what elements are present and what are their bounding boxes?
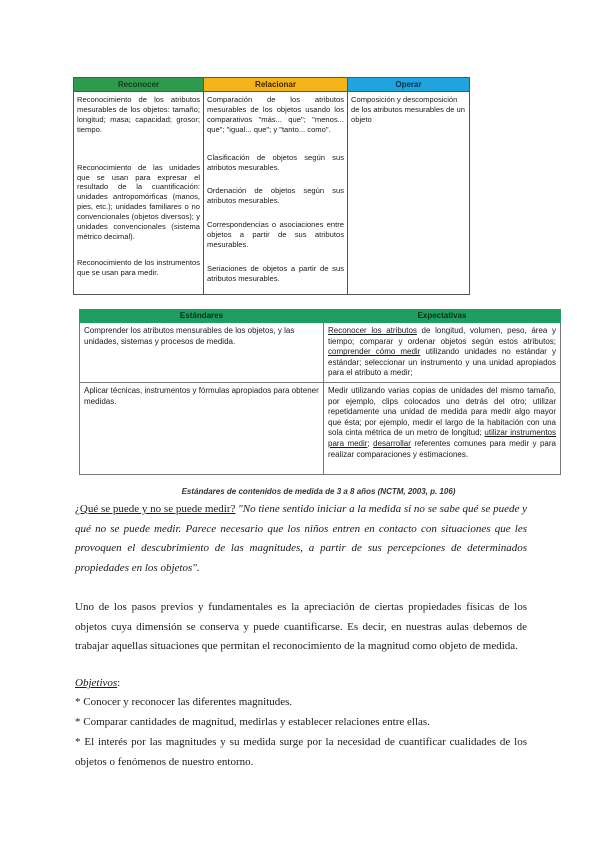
reconocer-item: Reconocimiento de los atributos mesurables de los objetos: tamaño; longitud; masa; capacidad; grosor; tiempo. <box>77 95 200 134</box>
expectation-text <box>324 382 561 474</box>
objectives-heading <box>75 674 527 694</box>
relacionar-item: Seriaciones de objetos a partir de sus atributos mesurables. <box>207 263 344 283</box>
objectives-colon: : <box>117 677 121 689</box>
relacionar-item: Ordenación de objetos según sus atributos mesurables. <box>207 186 344 206</box>
relacionar-item: Correspondencias o asociaciones entre objetos a partir de sus atributos mesurables. <box>207 220 344 250</box>
question-paragraph <box>75 500 527 578</box>
expectation-underline: comprender cómo medir <box>328 347 421 357</box>
relacionar-cell <box>204 92 348 295</box>
header-relacionar: Relacionar <box>204 78 348 92</box>
expectation-span: utilizando unidades no estándar y estándar; seleccionar un instrumento y una unidad apropiados para el atributo a medir; <box>328 347 557 378</box>
expectation-span: Medir utilizando varias copias de unidades del mismo tamaño, por ejemplo, clips colocados uno detrás del otro; utilizar repetidamente una unidad de medida para medir algo mayor que ésta; por ejemplo, medir el largo de la habitación con una sola cinta métrica de un metro de longitud; <box>328 385 556 438</box>
table-row <box>80 382 561 474</box>
expectation-underline: Reconocer los atributos <box>328 326 417 335</box>
table-caption: Estándares de contenidos de medida de 3 a 8 años (NCTM, 2003, p. 106) <box>181 487 456 496</box>
table-row <box>80 323 561 383</box>
header-reconocer: Reconocer <box>74 78 204 92</box>
standard-text: Comprender los atributos mensurables de los objetos, y las unidades, sistemas y procesos de medida. <box>80 323 324 383</box>
reconocer-item: Reconocimiento de las unidades que se usan para expresar el resultado de la cuantificación: unidades antropomórficas (manos, pies, etc.); unidades familiares o no convencionales (objetos diversos); y unidades convencionales (sistema métrico decimal). <box>77 162 200 241</box>
reconocer-item: Reconocimiento de los instrumentos que se usan para medir. <box>77 257 200 277</box>
operar-cell <box>348 92 470 295</box>
expectation-underline: desarrollar <box>373 438 411 448</box>
objective-item: * El interés por las magnitudes y su medida surge por la necesidad de cuantificar cualidades de los objetos o fenómenos de nuestro entorno. <box>75 736 527 768</box>
expectation-text <box>324 323 561 383</box>
header-operar: Operar <box>348 78 470 92</box>
reconocer-cell <box>74 92 204 295</box>
header-estandares: Estándares <box>80 310 324 323</box>
body-paragraph: Uno de los pasos previos y fundamentales es la apreciación de ciertas propiedades físicas de los objetos cuya dimensión se conserva y puede cuantificarse. Es decir, en nuestras aulas debemos de trabajar aquellas situaciones que permitan el reconocimiento de la magnitud como objeto de medida. <box>75 601 527 652</box>
standards-table <box>79 309 561 475</box>
objective-item: * Conocer y reconocer las diferentes magnitudes. <box>75 696 293 708</box>
header-expectativas: Expectativas <box>324 310 561 323</box>
expectation-span: referentes comunes para medir y para realizar comparaciones y estimaciones. <box>328 438 556 459</box>
expectation-span: ; <box>367 438 374 448</box>
standard-text: Aplicar técnicas, instrumentos y fórmulas apropiados para obtener medidas. <box>80 382 324 474</box>
relacionar-item: Clasificación de objetos según sus atributos mesurables. <box>207 152 344 172</box>
expectation-span: de longitud, volumen, peso, área y tiempo; comparar y ordenar objetos según estos atributos; <box>328 326 556 346</box>
question-quote: "No tiene sentido iniciar a la medida si no se sabe qué se puede y qué no se puede medir. Parece necesario que los niños entren en contacto con situaciones que les provoquen el descubrimiento de las magnitudes, a partir de sus percepciones de determinados propiedades en los objetos". <box>75 503 527 574</box>
operar-item: Composición y descomposición de los atributos mesurables de un objeto <box>351 95 465 124</box>
objective-item: * Comparar cantidades de magnitud, medirlas y establecer relaciones entre ellas. <box>75 716 430 728</box>
skills-table <box>73 77 470 295</box>
question-heading: ¿Qué se puede y no se puede medir? <box>75 503 236 515</box>
objectives-label: Objetivos <box>75 677 118 689</box>
relacionar-item: Comparación de los atributos mesurables de los objetos usando los comparativos "más... que"; "menos... que"; "igual... que"; y "tanto... como". <box>207 95 344 134</box>
expectation-underline: utilizar instrumentos para medir <box>328 428 556 448</box>
